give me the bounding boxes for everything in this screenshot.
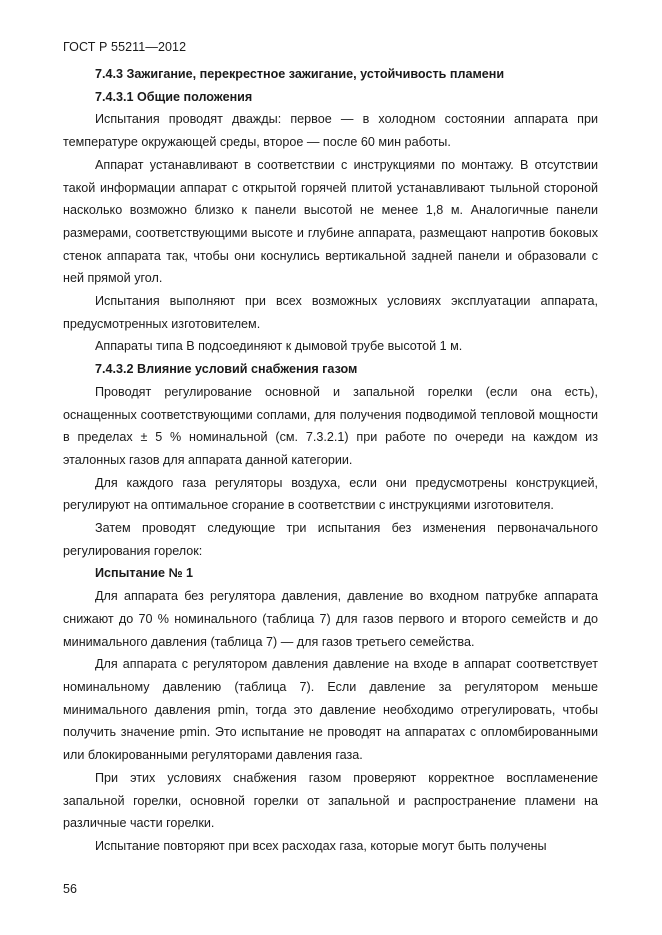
body-paragraph: Испытания выполняют при всех возможных условиях эксплуатации аппарата, предусмотренных изготовителем. (63, 294, 598, 331)
body-paragraph: Аппарат устанавливают в соответствии с инструкциями по монтажу. В отсутствии такой информации аппарат с открытой горячей плитой устанавливают тыльной стороной насколько возможно близко к панели высотой не менее 1,8 м. Аналогичные панели размерами, соответствующими высоте и глубине аппарата, размещают напротив боковых стенок аппарата так, чтобы они коснулись вертикальной задней панели и образовали с ней прямой угол. (63, 157, 598, 286)
body-paragraph: Испытание повторяют при всех расходах газа, которые могут быть получены (95, 838, 547, 853)
section-heading: 7.4.3 Зажигание, перекрестное зажигание, устойчивость пламени (95, 67, 505, 81)
body-paragraph: Испытания проводят дважды: первое — в холодном состоянии аппарата при температуре окружающей среды, второе — после 60 мин работы. (63, 112, 598, 150)
body-paragraph: Проводят регулирование основной и запальной горелки (если она есть), оснащенных соответствующими соплами, для получения подводимой тепловой мощности в пределах ± 5 % номинальной (см. 7.3.2.1) при работе по очереди на каждом из эталонных газов для аппарата данной категории. (63, 384, 598, 467)
body-paragraph: Для аппарата без регулятора давления, давление во входном патрубке аппарата снижают до 70 % номинального (таблица 7) для газов первого и второго семейств и до минимального давления (таблица 7) — для газов третьего семейства. (63, 589, 598, 649)
body-paragraph: Для каждого газа регуляторы воздуха, если они предусмотрены конструкцией, регулируют на оптимальное сгорание в соответствии с инструкциями изготовителя. (63, 475, 598, 513)
subsection-heading: 7.4.3.2 Влияние условий снабжения газом (95, 362, 358, 377)
document-body (63, 63, 598, 858)
body-paragraph: Для аппарата с регулятором давления давление на входе в аппарат соответствует номинальному давлению (таблица 7). Если давление за регулятором меньше минимального давления pmin, тогда это давление необходимо отрегулировать, чтобы получить значение pmin. Это испытание не проводят на аппаратах с опломбированными или блокированными регуляторами давления газа. (63, 657, 598, 763)
body-paragraph: Аппараты типа В подсоединяют к дымовой трубе высотой 1 м. (95, 339, 463, 354)
page-number: 56 (63, 882, 77, 896)
document-header: ГОСТ Р 55211—2012 (63, 40, 187, 54)
subsection-heading: 7.4.3.1 Общие положения (95, 89, 253, 104)
body-paragraph: Затем проводят следующие три испытания без изменения первоначального регулирования горелок: (63, 521, 598, 558)
test-heading: Испытание № 1 (95, 566, 193, 581)
body-paragraph: При этих условиях снабжения газом проверяют корректное воспламенение запальной горелки, основной горелки от запальной и распространение пламени на различные части горелки. (63, 770, 598, 831)
